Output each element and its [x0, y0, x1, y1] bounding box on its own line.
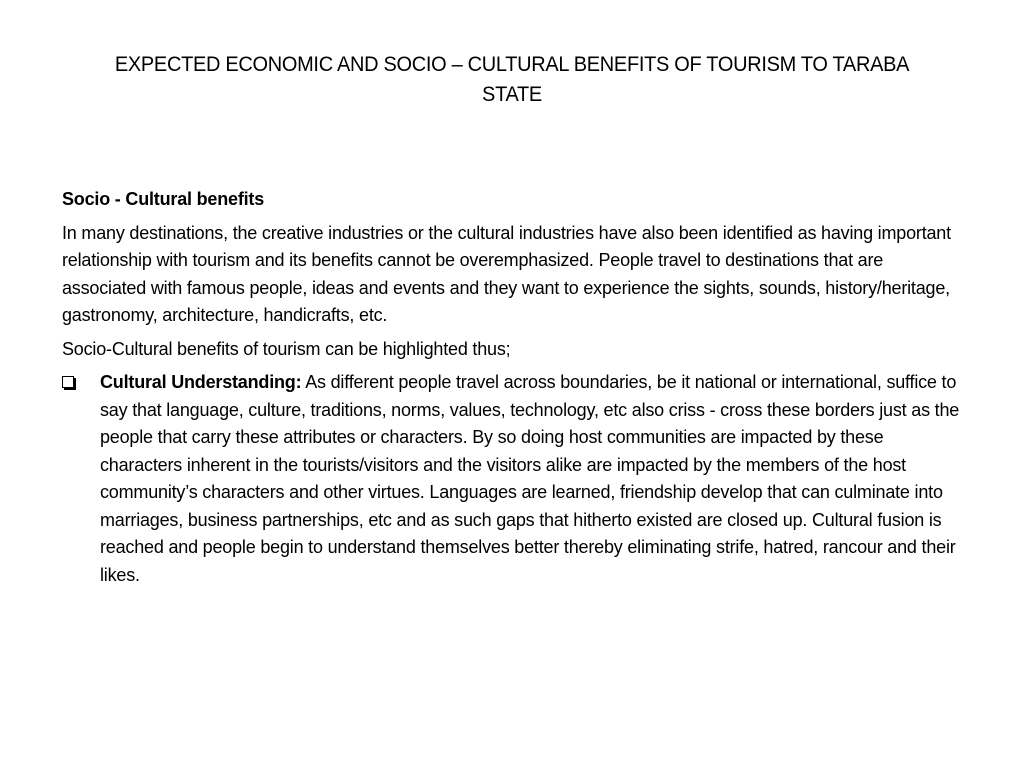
- intro-paragraph: In many destinations, the creative industries or the cultural industries have also been identified as having important relationship with tourism and its benefits cannot be overemphasized. People travel to destinations that are associated with famous people, ideas and events and they want to experience the sights, sounds, history/heritage, gastronomy, architecture, handicrafts, etc.: [62, 222, 951, 325]
- section-heading: Socio - Cultural benefits: [62, 189, 265, 209]
- slide-body: [62, 186, 962, 589]
- lead-in-text: Socio-Cultural benefits of tourism can be highlighted thus;: [62, 338, 511, 359]
- bullet-item-cultural-understanding: [62, 369, 962, 589]
- slide-title: EXPECTED ECONOMIC AND SOCIO – CULTURAL BENEFITS OF TOURISM TO TARABA STATE: [114, 53, 910, 106]
- checkbox-bullet-icon: [62, 376, 74, 388]
- bullet-term: Cultural Understanding:: [100, 372, 302, 392]
- bullet-list: [62, 369, 962, 589]
- bullet-text: As different people travel across boundaries, be it national or international, suffice to say that language, culture, traditions, norms, values, technology, etc also criss - cross these borders just as the people that carry these attributes or characters. By so doing host communities are impacted by these characters inherent in the tourists/visitors and the visitors alike are impacted by the members of the host community’s characters and other virtues. Languages are learned, friendship develop that can culminate into marriages, business partnerships, etc and as such gaps that hitherto existed are closed up. Cultural fusion is reached and people begin to understand themselves better thereby eliminating strife, hatred, rancour and their likes.: [100, 372, 960, 585]
